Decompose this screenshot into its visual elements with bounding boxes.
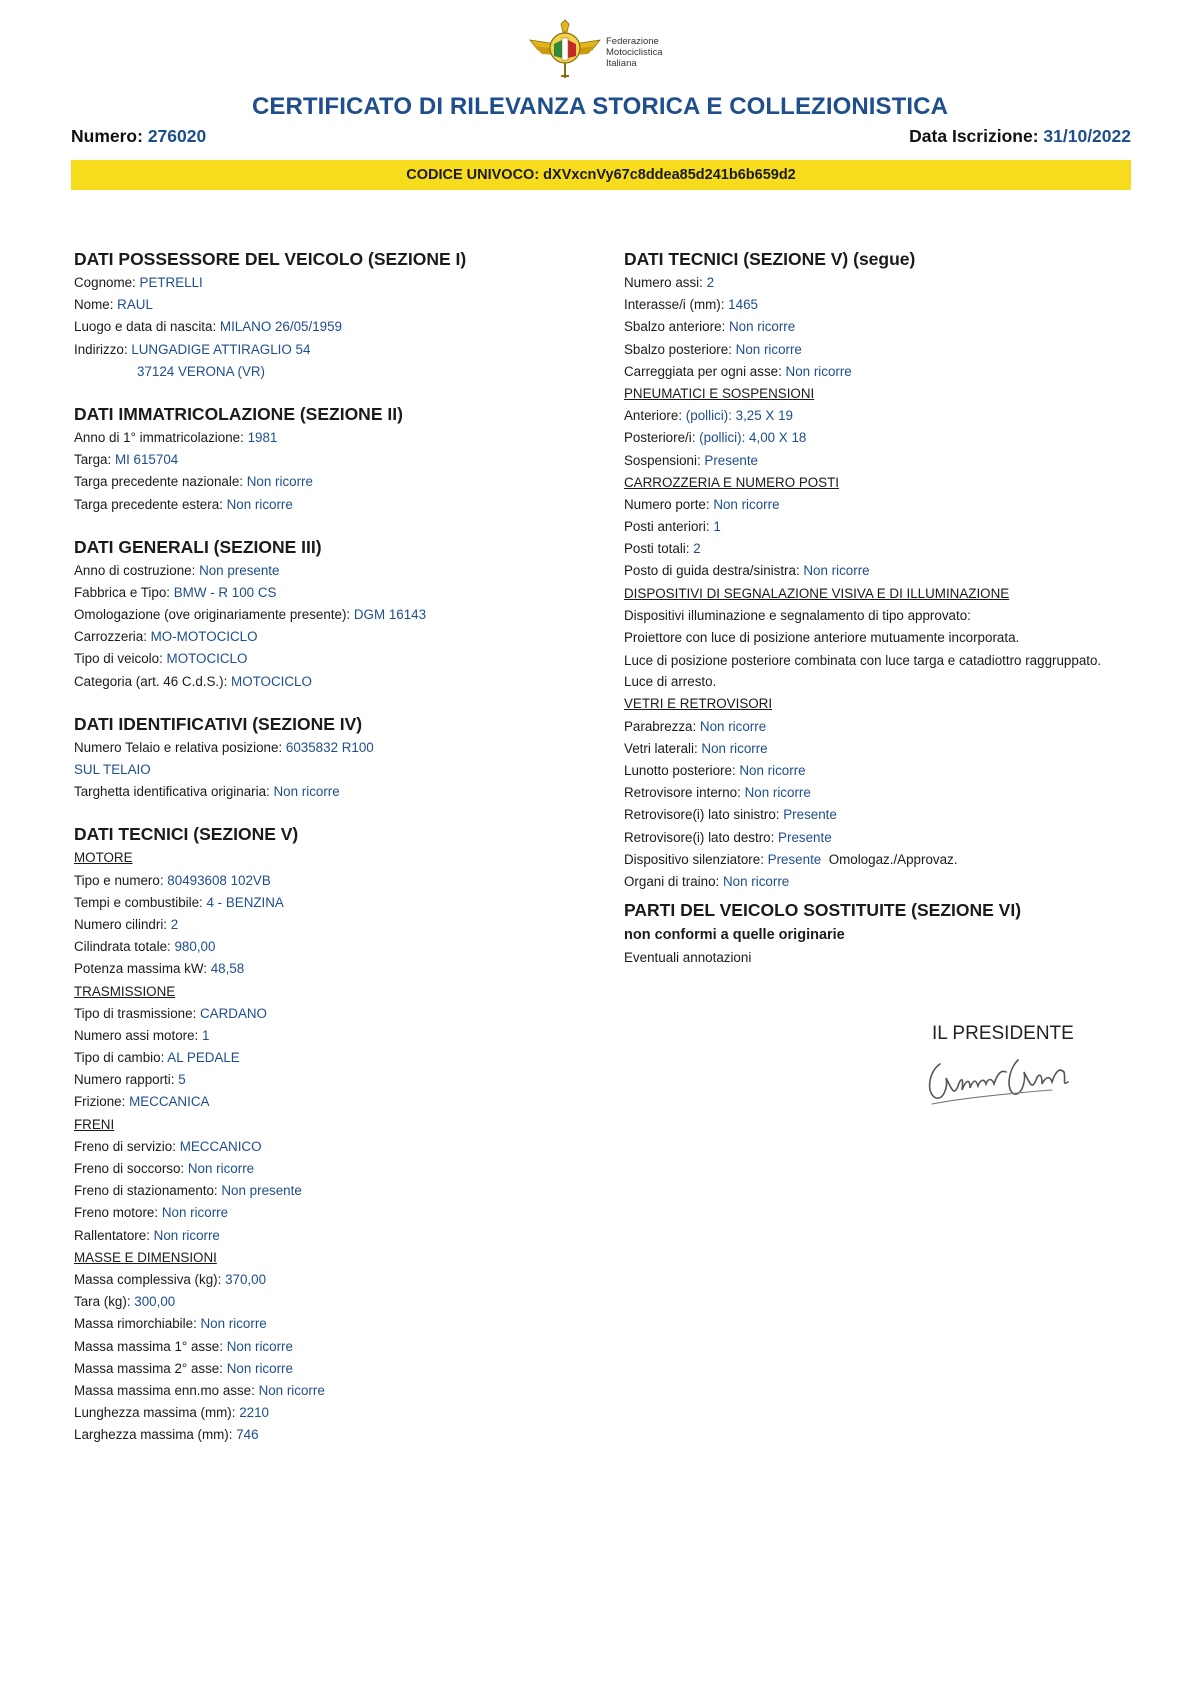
field-row xyxy=(74,936,594,958)
field-value: Non ricorre xyxy=(803,563,870,579)
field-row xyxy=(74,1424,594,1446)
field-row xyxy=(74,671,594,693)
field-label: Anno di costruzione: xyxy=(74,562,200,578)
field-label: Massa massima 1° asse: xyxy=(74,1338,227,1354)
field-label: Posti anteriori: xyxy=(624,519,714,535)
field-row xyxy=(74,892,594,914)
field-value: MO-MOTOCICLO xyxy=(150,629,258,645)
field-value: Non ricorre xyxy=(744,785,811,801)
field-label: Interasse/i (mm): xyxy=(624,297,729,313)
field-row xyxy=(74,1047,594,1069)
field-row xyxy=(624,516,1144,538)
field-value: Non ricorre xyxy=(713,496,780,512)
field-label: Tempi e combustibile: xyxy=(74,894,207,910)
subsection-heading: TRASMISSIONE xyxy=(74,983,176,999)
field-label: Omologazione (ove originariamente presente): xyxy=(74,607,354,623)
field-row xyxy=(624,738,1144,760)
field-value: PETRELLI xyxy=(139,275,203,290)
field-value: Non ricorre xyxy=(246,474,313,490)
field-row xyxy=(74,1136,594,1158)
field-row xyxy=(624,450,1144,472)
field-label: Targa: xyxy=(74,452,115,468)
field-row xyxy=(74,870,594,892)
field-value: BMW - R 100 CS xyxy=(173,584,277,600)
field-row xyxy=(624,294,1144,316)
field-row xyxy=(74,1025,594,1047)
field-row xyxy=(74,1402,594,1424)
field-value: MI 615704 xyxy=(114,452,179,468)
field-row xyxy=(74,1313,594,1335)
field-value: (pollici): 4,00 X 18 xyxy=(699,430,807,446)
field-value: Non ricorre xyxy=(723,873,790,889)
field-value: MILANO 26/05/1959 xyxy=(219,319,343,335)
fmi-org-name xyxy=(606,36,663,69)
right-column xyxy=(624,248,1144,969)
section-title: DATI IDENTIFICATIVI (SEZIONE IV) xyxy=(74,713,363,734)
subsection-heading: DISPOSITIVI DI SEGNALAZIONE VISIVA E DI ILLUMINAZIONE xyxy=(624,585,1010,601)
field-row xyxy=(74,1158,594,1180)
field-row xyxy=(74,604,594,626)
field-label: Targa precedente nazionale: xyxy=(74,474,247,490)
field-row xyxy=(74,648,594,670)
section-title: DATI TECNICI (SEZIONE V) xyxy=(74,824,299,845)
field-label: Posto di guida destra/sinistra: xyxy=(624,563,804,579)
field-row xyxy=(74,781,594,803)
field-row xyxy=(74,1336,594,1358)
field-value: 980,00 xyxy=(174,939,216,955)
field-value: Non ricorre xyxy=(226,1360,293,1376)
field-value: Non ricorre xyxy=(226,496,293,512)
field-label: Anteriore: xyxy=(624,408,686,424)
field-row xyxy=(624,339,1144,361)
field-row xyxy=(74,1003,594,1025)
section-title: DATI IMMATRICOLAZIONE (SEZIONE II) xyxy=(74,403,403,424)
address-line-2: 37124 VERONA (VR) xyxy=(137,363,266,379)
field-row xyxy=(624,538,1144,560)
field-label: Sbalzo posteriore: xyxy=(624,341,736,357)
field-value: Non ricorre xyxy=(701,740,768,756)
field-label: Targhetta identificativa originaria: xyxy=(74,784,274,800)
number-value: 276020 xyxy=(147,126,207,146)
field-value: CARDANO xyxy=(200,1005,267,1021)
field-value: 4 - BENZINA xyxy=(206,894,284,910)
field-row xyxy=(624,427,1144,449)
field-label: Cognome: xyxy=(74,275,140,290)
text-line: Proiettore con luce di posizione anteriore mutuamente incorporata. xyxy=(624,630,1020,645)
field-label: Freno di stazionamento: xyxy=(74,1183,222,1199)
field-row xyxy=(74,1069,594,1091)
field-label: Tipo di cambio: xyxy=(74,1050,168,1066)
field-row xyxy=(74,494,594,516)
field-label: Posteriore/i: xyxy=(624,430,700,446)
field-value: SUL TELAIO xyxy=(74,762,151,777)
field-label: Categoria (art. 46 C.d.S.): xyxy=(74,673,232,689)
field-value: MECCANICO xyxy=(179,1138,262,1154)
field-row xyxy=(74,1380,594,1402)
field-label: Sbalzo anteriore: xyxy=(624,319,729,335)
field-value: Presente xyxy=(783,807,837,823)
section-title: DATI TECNICI (SEZIONE V) (segue) xyxy=(624,249,916,269)
section-subtitle: non conformi a quelle originarie xyxy=(624,927,845,944)
field-row xyxy=(74,737,594,759)
field-value: 2 xyxy=(693,541,701,557)
field-value: Presente xyxy=(778,829,832,845)
field-value: MOTOCICLO xyxy=(166,651,248,667)
field-value: Non ricorre xyxy=(161,1205,229,1221)
field-label: Sospensioni: xyxy=(624,452,705,468)
president-label: IL PRESIDENTE xyxy=(932,1023,1074,1044)
field-label: Tipo di veicolo: xyxy=(74,651,167,667)
registration-date xyxy=(909,126,1131,147)
field-label: Numero assi motore: xyxy=(74,1027,202,1043)
field-value: Non ricorre xyxy=(273,784,340,800)
field-label: Tipo di trasmissione: xyxy=(74,1005,201,1021)
field-label: Nome: xyxy=(74,297,118,313)
subsection-heading: VETRI E RETROVISORI xyxy=(624,696,773,712)
field-row xyxy=(74,449,594,471)
field-row xyxy=(74,1180,594,1202)
field-row xyxy=(74,427,594,449)
field-row xyxy=(624,560,1144,582)
field-label: Numero Telaio e relativa posizione: xyxy=(74,739,286,755)
field-row xyxy=(624,405,1144,427)
section-title: DATI POSSESSORE DEL VEICOLO (SEZIONE I) xyxy=(74,249,467,269)
fmi-logo xyxy=(528,18,688,84)
field-label: Cilindrata totale: xyxy=(74,939,175,955)
field-label: Tipo e numero: xyxy=(74,872,168,888)
field-value: MECCANICA xyxy=(129,1094,210,1110)
field-value: Non ricorre xyxy=(187,1161,255,1176)
field-label: Rallentatore: xyxy=(74,1227,154,1243)
field-label: Massa massima 2° asse: xyxy=(74,1360,227,1376)
field-row xyxy=(624,827,1144,849)
section-title: DATI GENERALI (SEZIONE III) xyxy=(74,536,322,557)
field-value: Presente xyxy=(767,851,822,867)
field-value: AL PEDALE xyxy=(167,1050,240,1066)
field-label: Fabbrica e Tipo: xyxy=(74,584,174,600)
field-label: Massa massima enn.mo asse: xyxy=(74,1382,259,1398)
field-value: Presente xyxy=(704,452,759,468)
field-row xyxy=(74,914,594,936)
field-value: 1 xyxy=(713,519,721,535)
field-value: Non ricorre xyxy=(785,363,852,379)
field-value: 6035832 R100 xyxy=(285,739,374,755)
field-value: LUNGADIGE ATTIRAGLIO 54 xyxy=(131,341,311,357)
field-value: 2210 xyxy=(239,1405,269,1421)
field-row xyxy=(74,471,594,493)
field-value: Non ricorre xyxy=(200,1316,267,1332)
field-label: Carreggiata per ogni asse: xyxy=(624,363,786,379)
annotations-label: Eventuali annotazioni xyxy=(624,950,752,966)
field-label: Lunotto posteriore: xyxy=(624,762,740,778)
org-name-line: Motociclistica xyxy=(606,47,663,58)
field-label: Dispositivo silenziatore: xyxy=(624,851,768,867)
unique-code-bar: CODICE UNIVOCO: dXVxcnVy67c8ddea85d241b6b659d2 xyxy=(71,160,1131,190)
text-line: Luce di posizione posteriore combinata con luce targa e catadiottro raggruppato. xyxy=(624,653,1102,669)
field-row xyxy=(624,871,1144,893)
field-value: 300,00 xyxy=(134,1294,176,1310)
field-value: 2 xyxy=(706,275,715,290)
field-value: Non ricorre xyxy=(258,1382,325,1398)
field-label: Larghezza massima (mm): xyxy=(74,1427,237,1443)
subsection-heading: MOTORE xyxy=(74,850,133,866)
org-name-line: Italiana xyxy=(606,58,637,69)
field-label: Retrovisore interno: xyxy=(624,785,745,801)
field-row xyxy=(74,1091,594,1113)
field-value: 1 xyxy=(202,1027,210,1043)
field-row xyxy=(624,716,1144,738)
field-value: 746 xyxy=(236,1427,259,1443)
field-label: Parabrezza: xyxy=(624,718,700,734)
field-label: Numero porte: xyxy=(624,496,714,512)
field-label: Retrovisore(i) lato sinistro: xyxy=(624,807,784,823)
field-label: Targa precedente estera: xyxy=(74,496,227,512)
text-line: Luce di arresto. xyxy=(624,674,717,690)
fmi-winged-emblem-icon xyxy=(528,18,602,82)
field-label: Freno motore: xyxy=(74,1205,162,1221)
subsection-heading: CARROZZERIA E NUMERO POSTI xyxy=(624,474,840,490)
field-value: MOTOCICLO xyxy=(231,673,312,689)
field-value: Non ricorre xyxy=(153,1227,220,1243)
field-label: Potenza massima kW: xyxy=(74,961,211,977)
text-line: Dispositivi illuminazione e segnalamento di tipo approvato: xyxy=(624,607,971,623)
field-row xyxy=(624,361,1144,383)
section-title: PARTI DEL VEICOLO SOSTITUITE (SEZIONE VI) xyxy=(624,900,1022,921)
org-name-line: Federazione xyxy=(606,36,659,47)
field-row xyxy=(74,1269,594,1291)
field-value: 1981 xyxy=(247,429,278,445)
field-value: 48,58 xyxy=(210,961,245,977)
field-row xyxy=(624,494,1144,516)
left-column xyxy=(74,248,594,1446)
field-label: Freno di soccorso: xyxy=(74,1161,188,1176)
field-value: Non ricorre xyxy=(226,1338,293,1354)
field-row xyxy=(74,759,594,781)
field-value: 5 xyxy=(178,1072,186,1088)
field-label: Carrozzeria: xyxy=(74,629,151,645)
field-row xyxy=(74,626,594,648)
field-value: Non presente xyxy=(199,562,280,578)
field-row xyxy=(74,361,594,383)
field-label: Posti totali: xyxy=(624,541,694,557)
field-row xyxy=(624,804,1144,826)
field-label: Freno di servizio: xyxy=(74,1138,180,1154)
field-label: Luogo e data di nascita: xyxy=(74,319,220,335)
certificate-title: CERTIFICATO DI RILEVANZA STORICA E COLLEZIONISTICA xyxy=(251,93,949,120)
field-value: Non ricorre xyxy=(699,718,767,734)
field-row xyxy=(74,339,594,361)
field-label: Vetri laterali: xyxy=(624,740,702,756)
subsection-heading: MASSE E DIMENSIONI xyxy=(74,1249,217,1265)
field-row xyxy=(74,958,594,980)
field-label: Organi di traino: xyxy=(624,873,723,889)
field-row xyxy=(74,582,594,604)
subsection-heading: PNEUMATICI E SOSPENSIONI xyxy=(624,385,815,401)
field-row xyxy=(624,849,1144,871)
field-label: Numero assi: xyxy=(624,275,707,290)
field-row xyxy=(74,1291,594,1313)
field-row xyxy=(74,1202,594,1224)
date-value: 31/10/2022 xyxy=(1043,126,1131,146)
field-label: Retrovisore(i) lato destro: xyxy=(624,829,779,845)
field-row xyxy=(624,316,1144,338)
field-label: Indirizzo: xyxy=(74,341,132,357)
field-row xyxy=(74,1358,594,1380)
field-label: Anno di 1° immatricolazione: xyxy=(74,429,248,445)
certificate-number xyxy=(71,126,206,147)
field-label: Lunghezza massima (mm): xyxy=(74,1405,240,1421)
field-row xyxy=(624,760,1144,782)
field-value: Non ricorre xyxy=(739,762,806,778)
field-label: Numero rapporti: xyxy=(74,1072,179,1088)
date-label: Data Iscrizione: xyxy=(909,126,1039,146)
field-label: Numero cilindri: xyxy=(74,916,171,932)
president-signature-icon xyxy=(922,1050,1082,1110)
field-value: DGM 16143 xyxy=(353,607,427,623)
field-value: 80493608 102VB xyxy=(167,872,271,888)
field-row xyxy=(74,272,594,294)
field-row xyxy=(74,316,594,338)
field-label: Massa rimorchiabile: xyxy=(74,1316,201,1332)
field-value: (pollici): 3,25 X 19 xyxy=(685,408,793,424)
field-label: Frizione: xyxy=(74,1094,130,1110)
field-label: Tara (kg): xyxy=(74,1294,135,1310)
field-row xyxy=(74,294,594,316)
field-row xyxy=(74,560,594,582)
field-row xyxy=(624,782,1144,804)
field-value: 1465 xyxy=(728,297,758,313)
field-value: 2 xyxy=(170,916,179,932)
field-value: Non ricorre xyxy=(728,319,796,335)
field-value: RAUL xyxy=(117,297,153,313)
field-label: Massa complessiva (kg): xyxy=(74,1271,226,1287)
number-label: Numero: xyxy=(71,126,143,146)
field-value: Non presente xyxy=(221,1183,302,1199)
field-value: Non ricorre xyxy=(735,341,802,357)
subsection-heading: FRENI xyxy=(74,1116,115,1132)
field-row xyxy=(74,1225,594,1247)
field-value: 370,00 xyxy=(225,1271,267,1287)
field-note: Omologaz./Approvaz. xyxy=(821,851,958,867)
field-row xyxy=(624,272,1144,294)
